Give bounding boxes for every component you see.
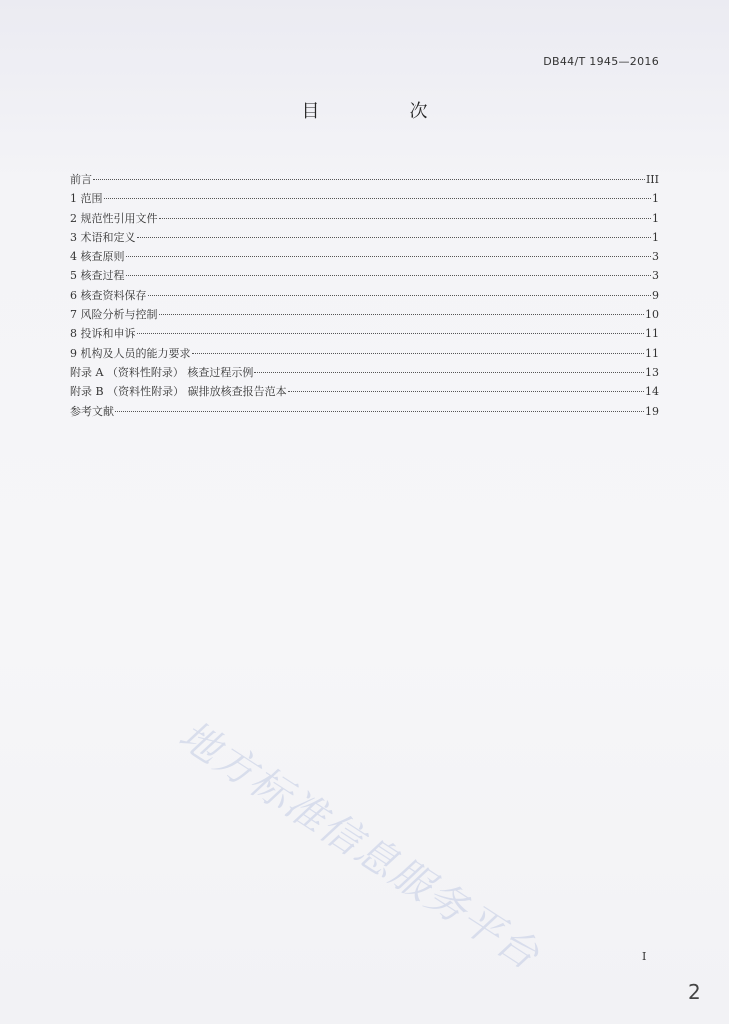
toc-entry-page: 1: [652, 211, 659, 225]
table-of-contents: [70, 170, 659, 421]
toc-entry-label: 4 核查原则: [70, 250, 125, 264]
toc-entry-label: 1 范围: [70, 192, 103, 206]
toc-entry-page: 10: [645, 308, 659, 322]
toc-entry-page: 1: [652, 230, 659, 244]
toc-entry[interactable]: [70, 344, 659, 363]
toc-entry-page: 19: [645, 404, 659, 418]
toc-entry-label: 3 术语和定义: [70, 230, 136, 244]
toc-entry-page: 3: [652, 269, 659, 283]
toc-entry-page: 11: [645, 327, 659, 341]
toc-entry[interactable]: [70, 402, 659, 421]
toc-entry-label: 附录 B （资料性附录） 碳排放核查报告范本: [70, 385, 287, 399]
toc-leader-dots: [104, 198, 652, 199]
watermark-text: 地方标准信息服务平台: [170, 712, 548, 980]
toc-entry[interactable]: [70, 228, 659, 247]
page-folio: I: [642, 950, 647, 963]
toc-entry-page: 3: [652, 250, 659, 264]
toc-leader-dots: [126, 256, 652, 257]
toc-leader-dots: [126, 275, 652, 276]
toc-entry-page: 9: [652, 288, 659, 302]
standard-code: DB44/T 1945—2016: [543, 55, 659, 68]
scan-page-number: 2: [688, 980, 701, 1004]
toc-entry-label: 附录 A （资料性附录） 核查过程示例: [70, 365, 254, 379]
toc-entry-page: 14: [645, 385, 659, 399]
toc-entry-page: 11: [645, 346, 659, 360]
toc-entry-page: 13: [645, 365, 659, 379]
toc-entry[interactable]: [70, 305, 659, 324]
toc-entry[interactable]: [70, 363, 659, 382]
toc-entry-page: 1: [652, 192, 659, 206]
toc-entry[interactable]: [70, 170, 659, 189]
toc-leader-dots: [137, 237, 652, 238]
toc-entry-page: III: [645, 173, 659, 186]
toc-entry-label: 2 规范性引用文件: [70, 211, 158, 225]
toc-leader-dots: [93, 179, 645, 180]
toc-leader-dots: [288, 391, 644, 392]
toc-leader-dots: [192, 353, 645, 354]
toc-leader-dots: [137, 333, 645, 334]
page-title: 目 次: [301, 101, 464, 122]
toc-entry[interactable]: [70, 382, 659, 401]
toc-entry-label: 5 核查过程: [70, 269, 125, 283]
toc-leader-dots: [159, 218, 652, 219]
toc-leader-dots: [148, 295, 652, 296]
toc-leader-dots: [254, 372, 644, 373]
toc-leader-dots: [115, 411, 644, 412]
toc-entry-label: 6 核查资料保存: [70, 288, 147, 302]
toc-entry[interactable]: [70, 286, 659, 305]
toc-entry[interactable]: [70, 266, 659, 285]
toc-entry-label: 9 机构及人员的能力要求: [70, 346, 191, 360]
toc-entry[interactable]: [70, 189, 659, 208]
toc-entry[interactable]: [70, 209, 659, 228]
toc-entry[interactable]: [70, 247, 659, 266]
toc-entry-label: 参考文献: [70, 404, 114, 418]
toc-entry-label: 前言: [70, 173, 92, 186]
toc-leader-dots: [159, 314, 645, 315]
toc-entry-label: 8 投诉和申诉: [70, 327, 136, 341]
toc-entry-label: 7 风险分析与控制: [70, 308, 158, 322]
toc-entry[interactable]: [70, 324, 659, 343]
